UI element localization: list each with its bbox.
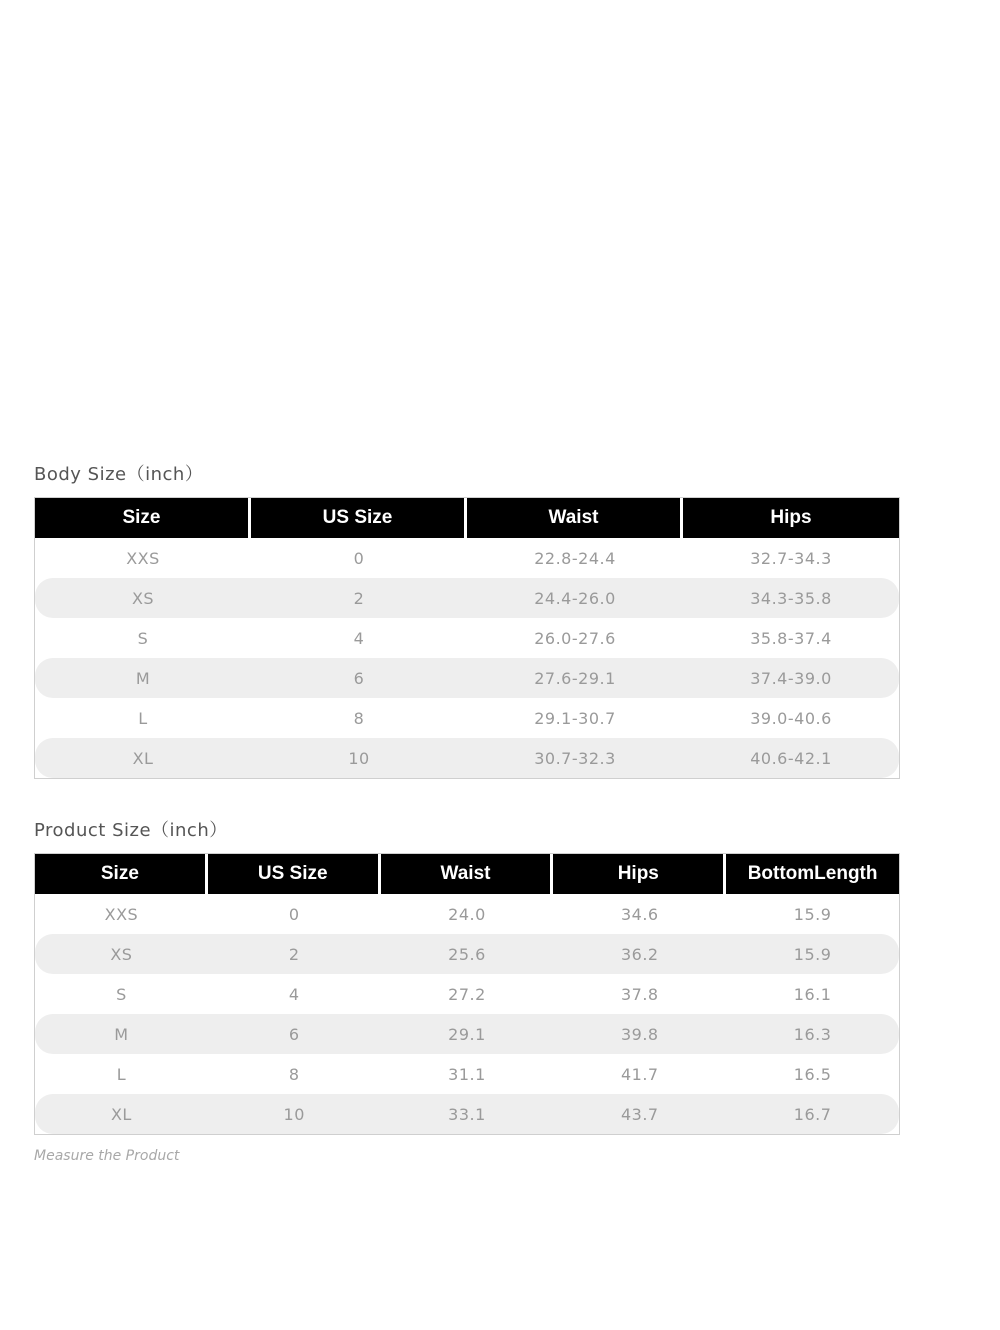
cell-hips: 41.7 [620,1064,659,1084]
cell-us-size: 10 [251,738,467,778]
table-row [35,1094,899,1134]
cell-waist: 24.4-26.0 [467,578,683,618]
cell-hips: 39.0-40.6 [750,708,832,728]
cell-us-size: 2 [251,578,467,618]
column-header-size: Size [35,854,208,894]
cell-hips: 39.8 [553,1014,726,1054]
cell-bottom-length: 16.5 [793,1064,832,1084]
product-size-title: Product Size（inch） [34,820,228,841]
column-header-us-size: US Size [208,854,381,894]
cell-size: S [116,984,127,1004]
cell-size: XS [35,934,208,974]
cell-bottom-length: 15.9 [726,934,899,974]
product-size-table [34,853,900,1135]
column-header-size: Size [35,498,251,538]
cell-waist: 33.1 [381,1094,554,1134]
cell-us-size: 2 [208,934,381,974]
cell-waist: 30.7-32.3 [467,738,683,778]
cell-hips: 32.7-34.3 [750,548,832,568]
cell-waist: 27.6-29.1 [467,658,683,698]
body-size-table [34,497,900,779]
table-row [35,698,899,738]
cell-waist: 26.0-27.6 [534,628,616,648]
cell-us-size: 8 [288,1064,300,1084]
table-row [35,934,899,974]
cell-size: XXS [104,904,139,924]
column-header-us-size: US Size [251,498,467,538]
column-header-hips: Hips [553,854,726,894]
table-row [35,894,899,934]
table-row [35,1054,899,1094]
cell-waist: 25.6 [381,934,554,974]
cell-hips: 40.6-42.1 [683,738,899,778]
table-header-row [35,498,899,538]
measure-note: Measure the Product [34,1148,180,1164]
cell-hips: 34.6 [620,904,659,924]
cell-us-size: 0 [353,548,365,568]
table-row [35,1014,899,1054]
cell-us-size: 8 [353,708,365,728]
table-header-row [35,854,899,894]
table-row [35,618,899,658]
cell-us-size: 6 [251,658,467,698]
cell-us-size: 4 [288,984,300,1004]
cell-us-size: 0 [288,904,300,924]
cell-size: M [35,658,251,698]
cell-size: XL [35,738,251,778]
body-size-title: Body Size（inch） [34,464,204,485]
cell-waist: 29.1-30.7 [534,708,616,728]
cell-hips: 37.4-39.0 [683,658,899,698]
cell-size: L [138,708,148,728]
cell-us-size: 4 [353,628,365,648]
cell-bottom-length: 16.1 [793,984,832,1004]
cell-us-size: 6 [208,1014,381,1054]
table-row [35,658,899,698]
table-row [35,538,899,578]
cell-waist: 24.0 [448,904,486,924]
table-row [35,578,899,618]
cell-size: M [35,1014,208,1054]
cell-hips: 36.2 [553,934,726,974]
cell-waist: 22.8-24.4 [534,548,616,568]
cell-hips: 35.8-37.4 [750,628,832,648]
cell-hips: 37.8 [620,984,659,1004]
cell-size: XS [35,578,251,618]
cell-bottom-length: 16.7 [726,1094,899,1134]
cell-size: XXS [126,548,160,568]
cell-hips: 43.7 [553,1094,726,1134]
cell-bottom-length: 16.3 [726,1014,899,1054]
cell-hips: 34.3-35.8 [683,578,899,618]
table-row [35,974,899,1014]
cell-waist: 29.1 [381,1014,554,1054]
column-header-hips: Hips [683,498,899,538]
cell-size: XL [35,1094,208,1134]
cell-size: L [116,1064,127,1084]
table-row [35,738,899,778]
column-header-waist: Waist [467,498,683,538]
cell-us-size: 10 [208,1094,381,1134]
cell-bottom-length: 15.9 [793,904,832,924]
cell-waist: 31.1 [448,1064,486,1084]
cell-size: S [137,628,149,648]
column-header-bottom-length: BottomLength [726,854,899,894]
cell-waist: 27.2 [448,984,486,1004]
column-header-waist: Waist [381,854,554,894]
